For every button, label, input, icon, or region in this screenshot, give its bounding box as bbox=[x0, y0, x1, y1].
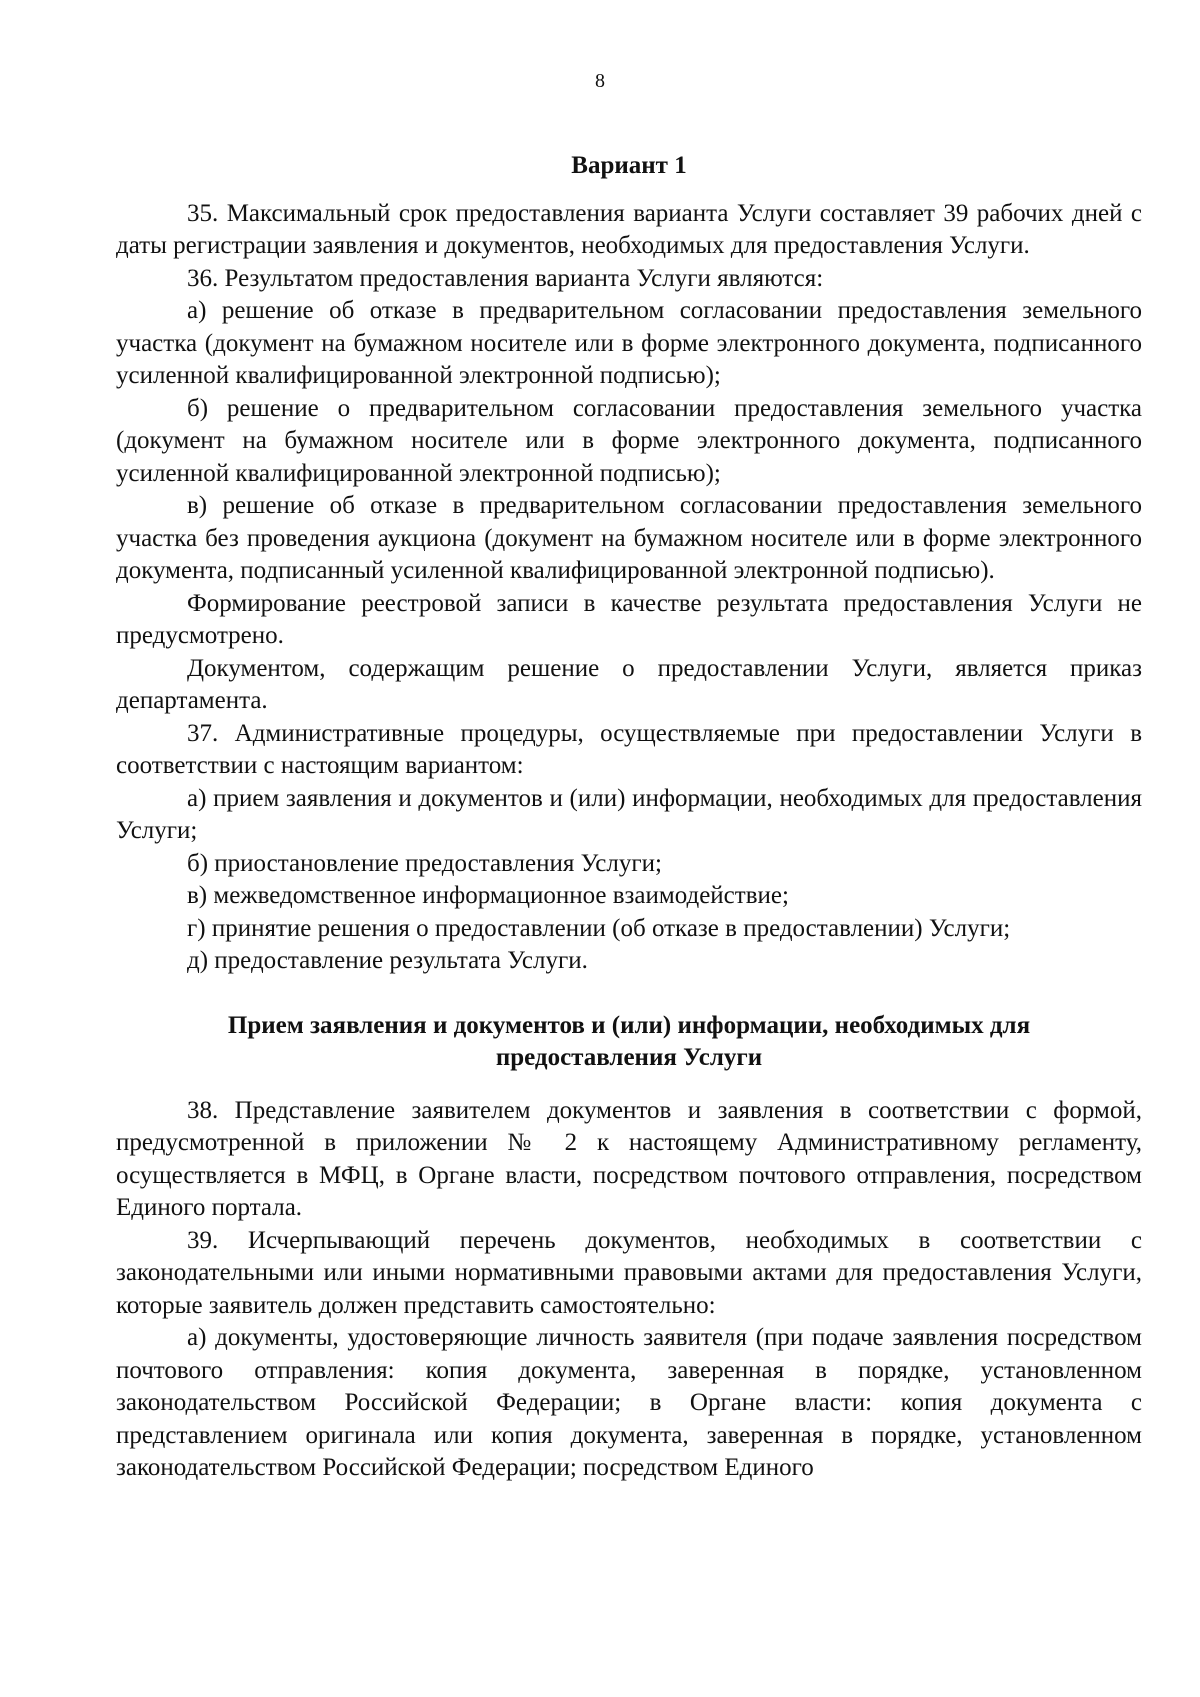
paragraph-39-a: а) документы, удостоверяющие личность заявителя (при подаче заявления посредством почтового отправления: копия документа, заверенная в порядке, установленном законодательством Российской Федерации; в Органе власти: копия документа с представлением оригинала или копия документа, заверенная в порядке, установленном законодательством Российской Федерации; посредством Единого bbox=[116, 1324, 1142, 1481]
paragraph-35: 35. Максимальный срок предоставления варианта Услуги составляет 39 рабочих дней с даты регистрации заявления и документов, необходимых для предоставления Услуги. bbox=[116, 199, 1142, 259]
page-number: 8 bbox=[595, 70, 605, 92]
section-title-variant-1: Вариант 1 bbox=[571, 152, 687, 179]
paragraph-registry: Формирование реестровой записи в качестве результата предоставления Услуги не предусмотрено. bbox=[116, 589, 1142, 649]
paragraph-36: 36. Результатом предоставления варианта Услуги являются: bbox=[187, 264, 824, 292]
paragraph-36-a: а) решение об отказе в предварительном согласовании предоставления земельного участка (документ на бумажном носителе или в форме электронного документа, подписанного усиленной квалифицированной электронной подписью); bbox=[116, 297, 1142, 389]
paragraph-36-v: в) решение об отказе в предварительном согласовании предоставления земельного участка без проведения аукциона (документ на бумажном носителе или в форме электронного документа, подписанный усиленной квалифицированной электронной подписью). bbox=[116, 492, 1142, 584]
paragraph-39: 39. Исчерпывающий перечень документов, необходимых в соответствии с законодательными или иными нормативными правовыми актами для предоставления Услуги, которые заявитель должен представить самостоятельно: bbox=[116, 1226, 1142, 1319]
paragraph-38: 38. Представление заявителем документов и заявления в соответствии с формой, предусмотренной в приложении № 2 к настоящему Административному регламенту, осуществляется в МФЦ, в Органе власти, посредством почтового отправления, посредством Единого портала. bbox=[116, 1096, 1142, 1221]
paragraph-37-g: г) принятие решения о предоставлении (об отказе в предоставлении) Услуги; bbox=[187, 914, 1011, 942]
paragraph-37: 37. Административные процедуры, осуществляемые при предоставлении Услуги в соответствии с настоящим вариантом: bbox=[116, 719, 1142, 779]
paragraph-order: Документом, содержащим решение о предоставлении Услуги, является приказ департамента. bbox=[116, 654, 1142, 714]
paragraph-37-d: д) предоставление результата Услуги. bbox=[187, 947, 588, 974]
paragraph-37-b: б) приостановление предоставления Услуги; bbox=[187, 849, 662, 877]
paragraph-37-a: а) прием заявления и документов и (или) информации, необходимых для предоставления Услуги; bbox=[116, 784, 1142, 844]
paragraph-37-v: в) межведомственное информационное взаимодействие; bbox=[187, 882, 789, 909]
document-body bbox=[116, 150, 1142, 1485]
section-title-application: Прием заявления и документов и (или) информации, необходимых для предоставления Услуги bbox=[227, 1011, 1031, 1071]
paragraph-36-b: б) решение о предварительном согласовании предоставления земельного участка (документ на бумажном носителе или в форме электронного документа, подписанного усиленной квалифицированной электронной подписью); bbox=[116, 394, 1142, 487]
